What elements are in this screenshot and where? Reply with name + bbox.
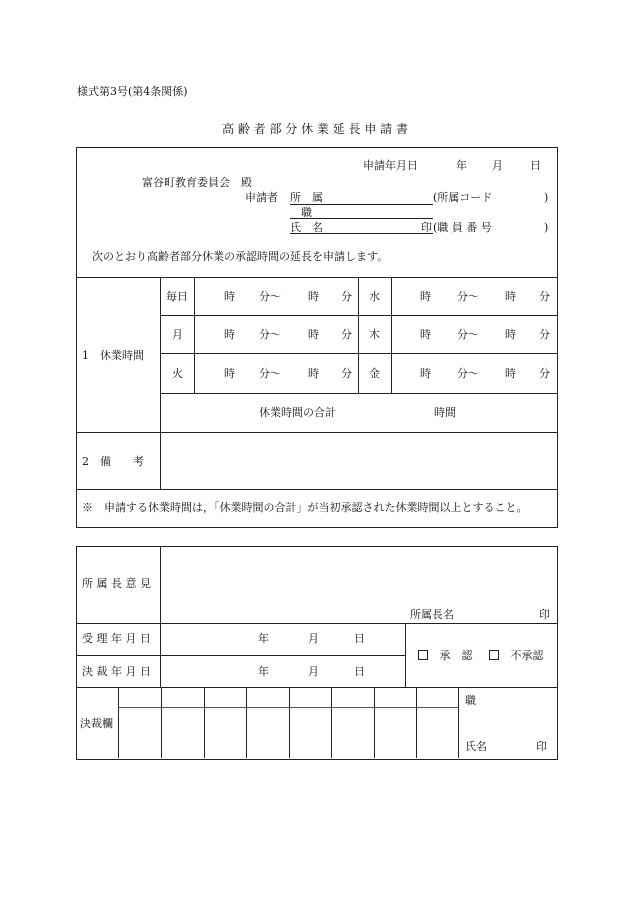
- row-line-3: [160, 393, 557, 394]
- approver-name-label: 氏名: [465, 740, 487, 753]
- stamp-col-divider: [289, 687, 290, 758]
- note-top-line: [76, 489, 557, 490]
- head-name-label: 所属長名: [410, 608, 454, 621]
- minute-unit: 分: [341, 290, 352, 303]
- day-label: 火: [172, 367, 183, 380]
- hour-unit: 時: [505, 290, 516, 303]
- minute-from-unit: 分～: [259, 290, 281, 303]
- form-number-label: 様式第3号(第4条関係): [77, 85, 188, 98]
- total-time-label: 休業時間の合計: [259, 406, 336, 419]
- decided-month: 月: [308, 665, 319, 678]
- stamp-col-divider: [161, 687, 162, 758]
- hour-unit: 時: [224, 367, 235, 380]
- stamp-col-divider: [458, 687, 459, 758]
- hour-unit: 時: [224, 328, 235, 341]
- stamp-header-line: [118, 707, 458, 708]
- decision-label-divider: [118, 687, 119, 758]
- date-day: 日: [530, 159, 541, 172]
- approver-position-label: 職: [465, 694, 476, 707]
- approve-label: 承 認: [439, 649, 473, 662]
- received-month: 月: [308, 632, 319, 645]
- seal-mark: 印: [421, 221, 432, 234]
- section2-top-line: [76, 432, 557, 433]
- day-label: 金: [369, 367, 380, 380]
- total-time-unit: 時間: [434, 406, 456, 419]
- stamp-col-divider: [246, 687, 247, 758]
- stamp-col-divider: [416, 687, 417, 758]
- stamp-col-divider: [331, 687, 332, 758]
- decided-year: 年: [258, 665, 269, 678]
- received-top-line: [76, 623, 557, 624]
- affiliation-underline: [290, 204, 433, 205]
- note-text: ※ 申請する休業時間は，「休業時間の合計」が当初承認された休業時間以上とすること。: [82, 501, 528, 514]
- hour-unit: 時: [224, 290, 235, 303]
- received-day: 日: [354, 632, 365, 645]
- name-label: 氏 名: [290, 221, 323, 234]
- disapprove-label: 不承認: [510, 649, 544, 662]
- minute-unit: 分: [341, 367, 352, 380]
- day-label: 木: [369, 328, 380, 341]
- staff-number-label: (職 員 番 号: [433, 221, 492, 234]
- position-label: 職: [301, 206, 312, 219]
- hour-unit: 時: [505, 367, 516, 380]
- affiliation-label: 所 属: [290, 191, 323, 204]
- decision-box-divider: [405, 623, 406, 687]
- page-title: 高 齢 者 部 分 休 業 延 長 申 請 書: [222, 122, 408, 136]
- date-year: 年: [456, 159, 467, 172]
- date-month: 月: [492, 159, 503, 172]
- section1-top-line: [76, 277, 557, 278]
- day-label: 毎日: [166, 290, 188, 303]
- day-col-divider-right: [391, 277, 392, 393]
- hour-unit: 時: [420, 367, 431, 380]
- stamp-col-divider: [374, 687, 375, 758]
- name-underline: [290, 233, 433, 234]
- minute-from-unit: 分～: [259, 367, 281, 380]
- minute-unit: 分: [539, 367, 550, 380]
- minute-from-unit: 分～: [457, 328, 479, 341]
- application-statement: 次のとおり高齢者部分休業の承認時間の延長を申請します。: [92, 250, 389, 263]
- received-date-label: 受 理 年 月 日: [82, 632, 151, 645]
- application-date-label: 申請年月日: [363, 159, 418, 172]
- minute-from-unit: 分～: [457, 290, 479, 303]
- hour-unit: 時: [308, 290, 319, 303]
- day-label: 月: [172, 328, 183, 341]
- decided-date-label: 決 裁 年 月 日: [82, 665, 151, 678]
- hour-unit: 時: [505, 328, 516, 341]
- hour-unit: 時: [420, 290, 431, 303]
- day-label: 水: [369, 290, 380, 303]
- received-year: 年: [258, 632, 269, 645]
- center-divider: [358, 277, 359, 393]
- section1-label: 1 休業時間: [82, 349, 144, 362]
- hour-unit: 時: [308, 328, 319, 341]
- minute-unit: 分: [539, 290, 550, 303]
- stamp-col-divider: [204, 687, 205, 758]
- minute-from-unit: 分～: [457, 367, 479, 380]
- day-col-divider-left: [194, 277, 195, 393]
- decision-top-line: [76, 687, 557, 688]
- affiliation-code-close: ): [544, 191, 549, 204]
- approval-label-divider: [160, 546, 161, 687]
- approve-option[interactable]: [418, 650, 473, 661]
- position-underline: [290, 218, 433, 219]
- staff-number-close: ): [544, 221, 549, 234]
- approver-seal-mark: 印: [536, 740, 547, 753]
- addressee: 富谷町教育委員会 殿: [142, 176, 252, 189]
- head-seal-mark: 印: [539, 608, 550, 621]
- disapprove-option[interactable]: [489, 650, 544, 661]
- minute-from-unit: 分～: [259, 328, 281, 341]
- minute-unit: 分: [341, 328, 352, 341]
- section2-label-divider: [160, 432, 161, 489]
- affiliation-code-label: (所属コード: [433, 191, 493, 204]
- hour-unit: 時: [420, 328, 431, 341]
- disapprove-checkbox[interactable]: [489, 650, 499, 660]
- decision-label: 決裁欄: [80, 717, 113, 730]
- section2-label: 2 備 考: [82, 455, 144, 468]
- approve-checkbox[interactable]: [418, 650, 428, 660]
- hour-unit: 時: [308, 367, 319, 380]
- applicant-label: 申請者: [245, 191, 278, 204]
- minute-unit: 分: [539, 328, 550, 341]
- head-opinion-label: 所 属 長 意 見: [82, 577, 151, 590]
- decided-day: 日: [354, 665, 365, 678]
- section1-label-divider: [160, 277, 161, 432]
- decided-top-line: [76, 655, 406, 656]
